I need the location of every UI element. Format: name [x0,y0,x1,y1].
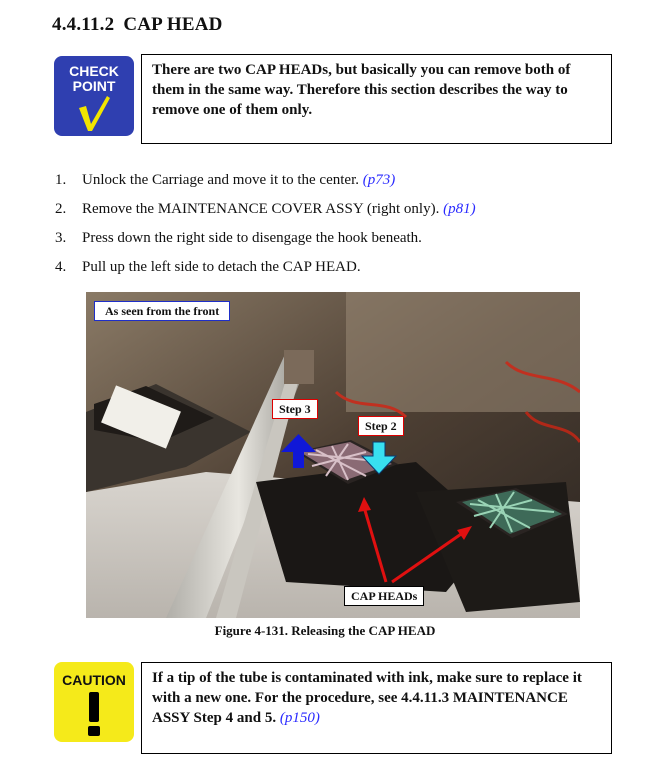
cap-head-photo [86,292,580,618]
step-text: Pull up the left side to detach the CAP HEAD. [82,259,361,275]
step-text: Unlock the Carriage and move it to the center. [82,172,359,188]
check-point-icon-label-2: POINT [72,78,116,94]
step-number: 1. [55,172,67,188]
step-item [55,171,615,200]
caution-note [141,662,612,754]
check-point-icon-label-1: CHECK [69,63,119,79]
step-text: Remove the MAINTENANCE COVER ASSY (right only). [82,201,440,217]
procedure-steps [55,171,615,287]
check-point-icon [54,56,134,136]
step-number: 2. [55,201,67,217]
section-title: CAP HEAD [123,14,223,35]
checkmark-icon [76,94,112,132]
step-number: 4. [55,259,67,275]
view-direction-label: As seen from the front [94,301,230,321]
step-page-link[interactable]: (p81) [443,201,476,217]
step-item [55,258,615,287]
section-number: 4.4.11.2 [52,14,115,35]
step-item [55,200,615,229]
figure-caption: Figure 4-131. Releasing the CAP HEAD [214,623,436,638]
step-number: 3. [55,230,67,246]
caution-text: If a tip of the tube is contaminated with ink, make sure to replace it with a new one. For the procedure, see 4.4.11.3 MAINTENANCE ASSY Step 4 and 5. [152,670,582,726]
exclamation-icon-bar [89,692,99,722]
cap-heads-label: CAP HEADs [344,586,424,606]
step-page-link[interactable]: (p73) [362,172,396,188]
check-point-note [141,54,612,144]
step-text: Press down the right side to disengage the hook beneath. [82,230,422,246]
check-point-text: There are two CAP HEADs, but basically you can remove both of them in the same way. Therefore this section describes the way to remove one of them only. [152,62,571,118]
caution-icon-label: CAUTION [62,672,126,688]
exclamation-icon-dot [88,726,100,736]
caution-page-link[interactable]: (p150) [279,710,320,726]
printer-mechanism-illustration [86,292,580,618]
caution-icon [54,662,134,742]
step2-label: Step 2 [358,416,404,436]
step-item [55,229,615,258]
step3-label: Step 3 [272,399,318,419]
section-heading [52,14,223,36]
